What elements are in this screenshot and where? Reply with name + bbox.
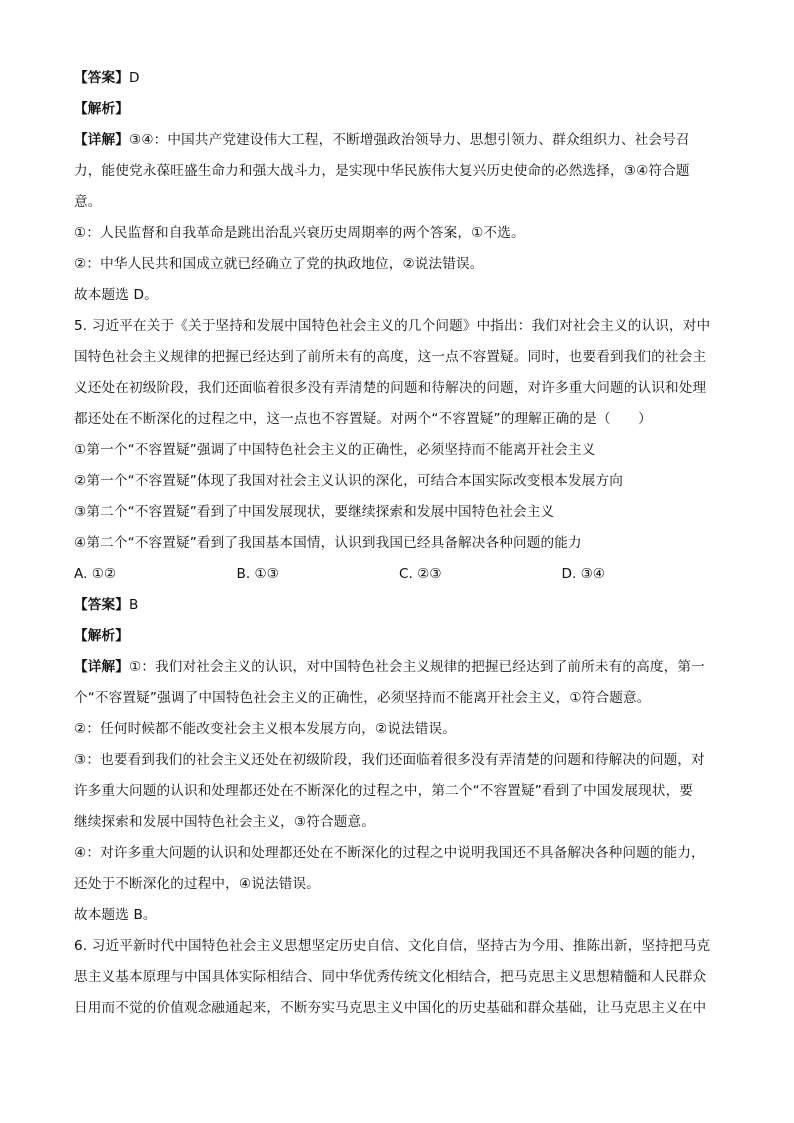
detail-text: ①：我们对社会主义的认识，对中国特色社会主义规律的把握已经达到了前所未有的高度，第一 bbox=[128, 659, 705, 675]
answer-value: D bbox=[128, 70, 140, 86]
q5-options bbox=[74, 559, 724, 590]
q5-detail-line-8: 还处于不断深化的过程中，④说法错误。 bbox=[74, 876, 320, 892]
option-d: D. ③④ bbox=[561, 566, 605, 582]
q6-stem-line-2: 思主义基本原理与中国具体实际相结合、同中华优秀传统文化相结合，把马克思主义思想精髓和人民群众 bbox=[74, 969, 707, 985]
detail-label: 【详解】 bbox=[74, 659, 129, 675]
q5-detail-line-1 bbox=[74, 652, 724, 683]
q5-detail-line-5: 许多重大问题的认识和处理都还处在不断深化的过程之中，第二个“不容置疑”看到了中国发展现状，要 bbox=[74, 783, 694, 799]
q5-statement-2: ②第一个“不容置疑”体现了我国对社会主义认识的深化，可结合本国实际改变根本发展方向 bbox=[74, 473, 623, 489]
detail-label: 【详解】 bbox=[74, 132, 129, 148]
q4-detail-line-3: 意。 bbox=[74, 194, 102, 210]
q5-analysis-label: 【解析】 bbox=[74, 628, 129, 644]
q4-detail-line-5: ②：中华人民共和国成立就已经确立了党的执政地位，②说法错误。 bbox=[74, 256, 484, 272]
q4-detail-line-4: ①：人民监督和自我革命是跳出治乱兴衰历史周期率的两个答案，①不选。 bbox=[74, 225, 525, 241]
q6-stem-line-3: 日用而不觉的价值观念融通起来，不断夯实马克思主义中国化的历史基础和群众基础，让马克思主义在中 bbox=[74, 1000, 707, 1016]
q5-answer bbox=[74, 590, 724, 621]
q5-detail-line-3: ②：任何时候都不能改变社会主义根本发展方向，②说法错误。 bbox=[74, 721, 457, 737]
q5-detail-line-6: 继续探索和发展中国特色社会主义，③符合题意。 bbox=[74, 814, 375, 830]
q5-stem-line-1: 5. 习近平在关于《关于坚持和发展中国特色社会主义的几个问题》中指出：我们对社会主义的认识，对中 bbox=[74, 318, 711, 334]
document-page bbox=[74, 63, 724, 1024]
q5-stem-line-4: 都还处在不断深化的过程之中，这一点也不容置疑。对两个“不容置疑”的理解正确的是（ ） bbox=[74, 411, 652, 427]
q6-stem-line-1: 6. 习近平新时代中国特色社会主义思想坚定历史自信、文化自信，坚持古为今用、推陈出新，坚持把马克 bbox=[74, 938, 711, 954]
answer-label: 【答案】 bbox=[74, 70, 129, 86]
option-c: C. ②③ bbox=[399, 566, 442, 582]
q5-statement-4: ④第二个“不容置疑”看到了我国基本国情，认识到我国已经具备解决各种问题的能力 bbox=[74, 535, 582, 551]
q5-stem-line-2: 国特色社会主义规律的把握已经达到了前所未有的高度，这一点不容置疑。同时，也要看到我们的社会主 bbox=[74, 349, 707, 365]
q5-detail-line-4: ③：也要看到我们的社会主义还处在初级阶段，我们还面临着很多没有弄清楚的问题和待解决的问题，对 bbox=[74, 752, 705, 768]
option-a: A. ①② bbox=[74, 566, 117, 582]
q4-conclusion: 故本题选 D。 bbox=[74, 287, 158, 303]
q4-detail-line-1 bbox=[74, 125, 724, 156]
q5-detail-line-7: ④：对许多重大问题的认识和处理都还处在不断深化的过程之中说明我国还不具备解决各种问题的能力， bbox=[74, 845, 705, 861]
q5-stem-line-3: 义还处在初级阶段，我们还面临着很多没有弄清楚的问题和待解决的问题，对许多重大问题的认识和处理 bbox=[74, 380, 707, 396]
q4-detail-line-2: 力，能使党永葆旺盛生命力和强大战斗力，是实现中华民族伟大复兴历史使命的必然选择，③④符合题 bbox=[74, 163, 690, 179]
answer-value: B bbox=[128, 597, 139, 613]
q4-answer bbox=[74, 63, 724, 94]
option-b: B. ①③ bbox=[236, 566, 279, 582]
q5-detail-line-2: 个“不容置疑”强调了中国特色社会主义的正确性，必须坚持而不能离开社会主义，①符合题意。 bbox=[74, 690, 651, 706]
answer-label: 【答案】 bbox=[74, 597, 129, 613]
q4-analysis-label: 【解析】 bbox=[74, 101, 129, 117]
detail-text: ③④：中国共产党建设伟大工程，不断增强政治领导力、思想引领力、群众组织力、社会号召 bbox=[128, 132, 690, 148]
q5-statement-3: ③第二个“不容置疑”看到了中国发展现状，要继续探索和发展中国特色社会主义 bbox=[74, 504, 555, 520]
q5-statement-1: ①第一个“不容置疑”强调了中国特色社会主义的正确性，必须坚持而不能离开社会主义 bbox=[74, 442, 596, 458]
q5-conclusion: 故本题选 B。 bbox=[74, 907, 157, 923]
